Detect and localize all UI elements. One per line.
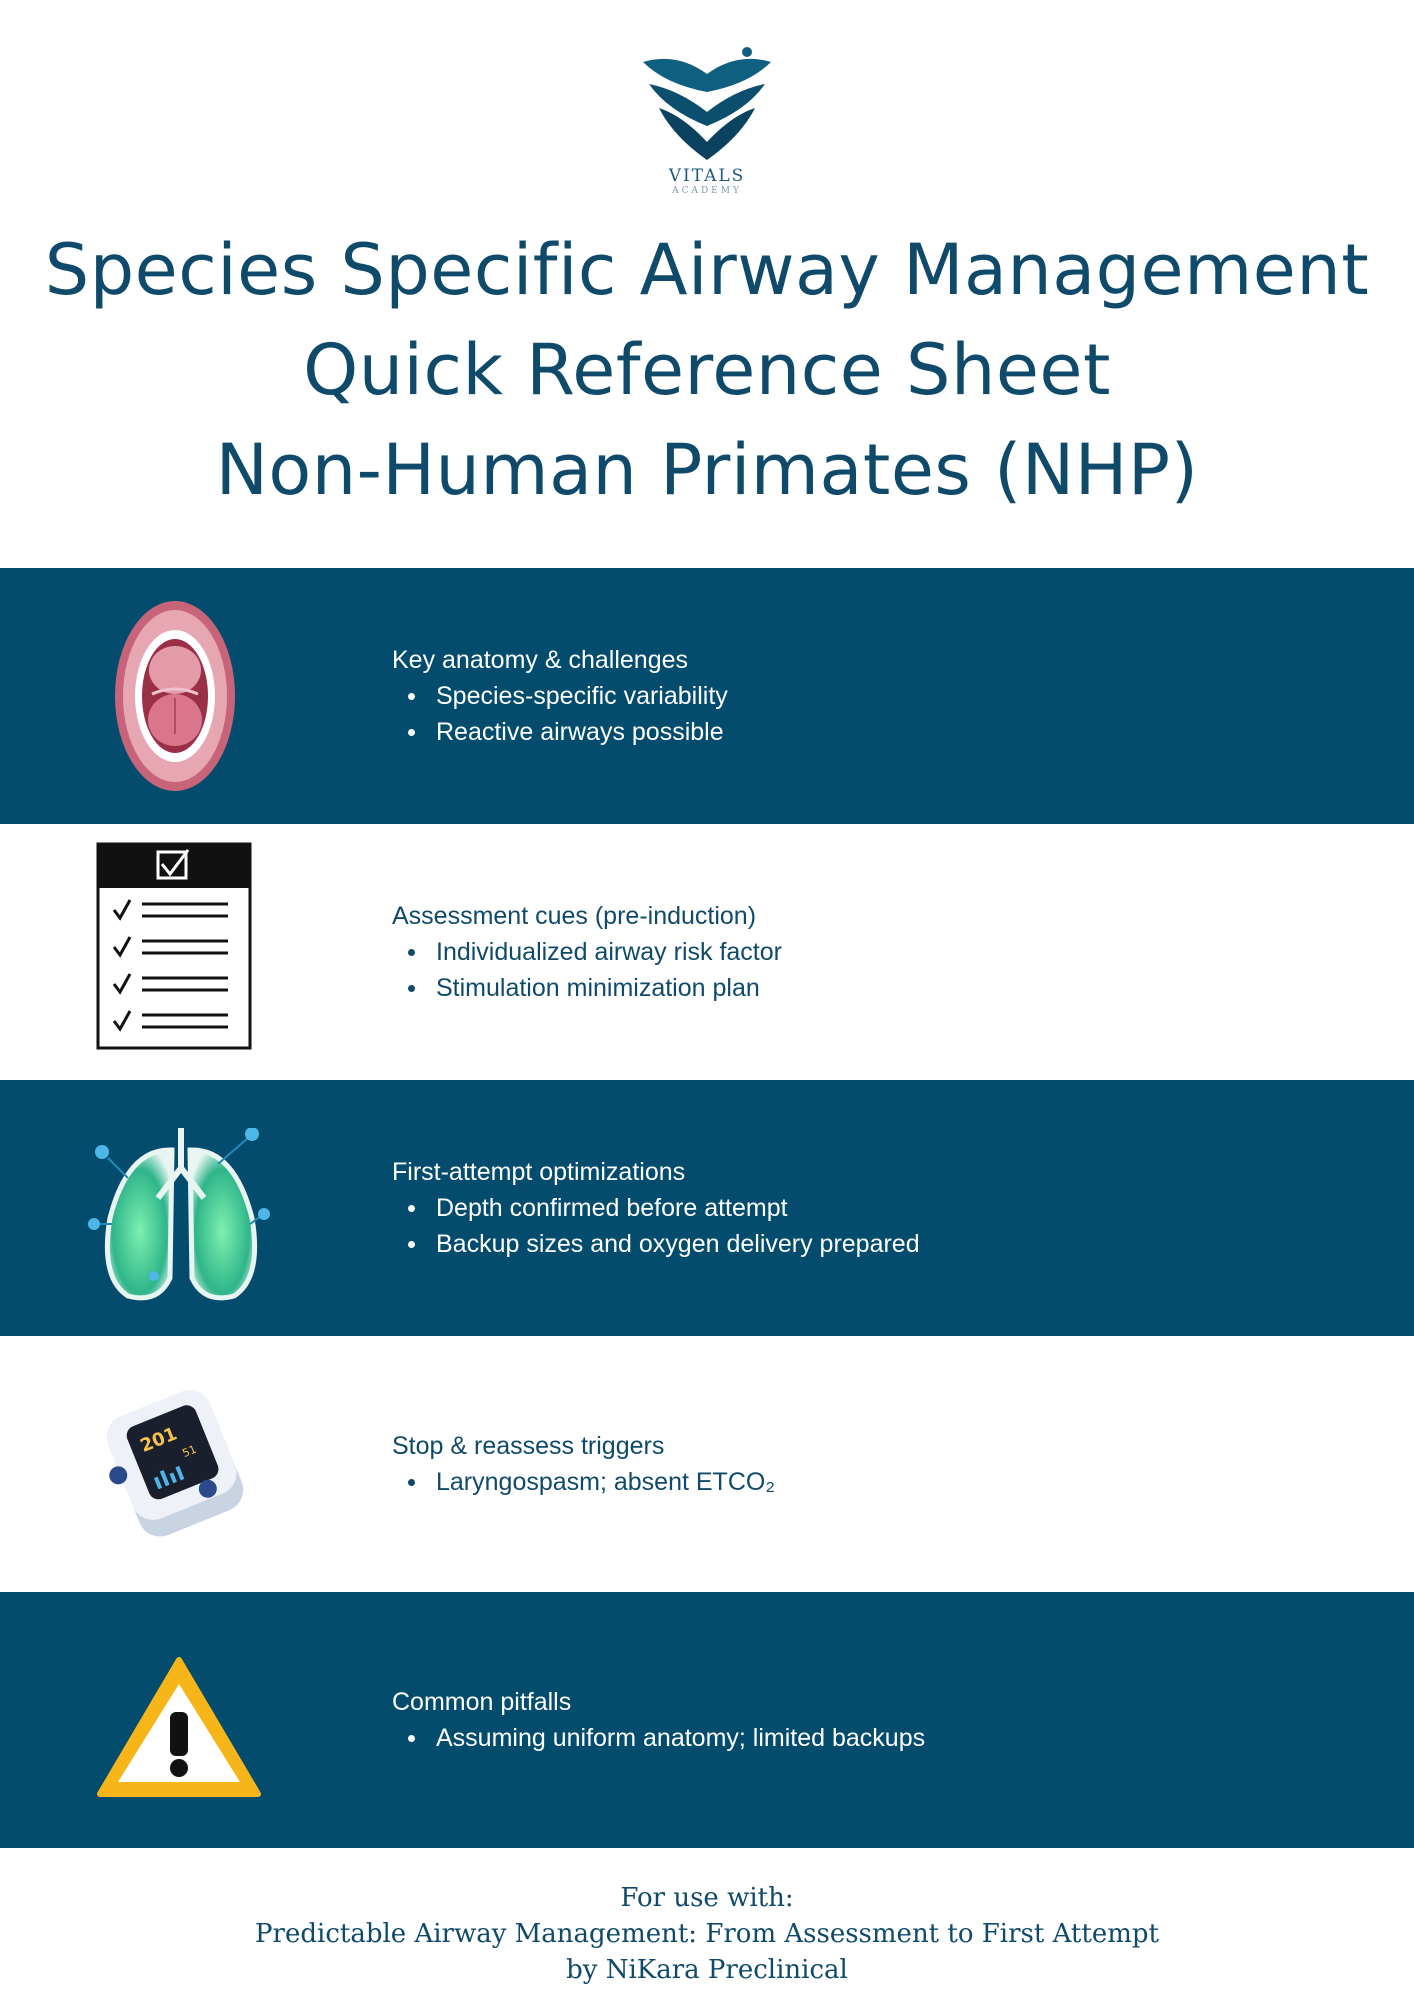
bullet-item: Laryngospasm; absent ETCO₂: [392, 1464, 775, 1500]
section-key-anatomy: [0, 568, 1414, 824]
section-assessment-cues: [0, 824, 1414, 1080]
section-heading: Assessment cues (pre-induction): [392, 902, 757, 930]
section-content: [392, 568, 728, 824]
section-stop-reassess: [0, 1336, 1414, 1592]
checklist-icon: [96, 842, 252, 1050]
logo-subtitle: ACADEMY: [672, 186, 742, 196]
bullet-list: [392, 1720, 925, 1756]
title-line-2: Quick Reference Sheet: [303, 329, 1111, 411]
bullet-list: [392, 1190, 920, 1262]
section-first-attempt: [0, 1080, 1414, 1336]
oximeter-reading-2: 51: [180, 1442, 199, 1461]
bullet-list: [392, 1464, 775, 1500]
section-content: [392, 1336, 775, 1592]
bullet-item: Individualized airway risk factor: [392, 934, 782, 970]
lungs-icon: [88, 1128, 274, 1304]
footer: [0, 1880, 1414, 1988]
section-content: [392, 1592, 925, 1848]
bullet-item: Depth confirmed before attempt: [392, 1190, 920, 1226]
bullet-item: Stimulation minimization plan: [392, 970, 782, 1006]
logo-name: VITALS: [668, 166, 746, 186]
footer-line-3: by NiKara Preclinical: [566, 1955, 848, 1985]
bullet-item: Backup sizes and oxygen delivery prepared: [392, 1226, 920, 1262]
section-heading: Key anatomy & challenges: [392, 646, 689, 674]
bullet-item: Assuming uniform anatomy; limited backups: [392, 1720, 925, 1756]
section-heading: First-attempt optimizations: [392, 1158, 686, 1186]
title-line-1: Species Specific Airway Management: [44, 229, 1370, 311]
open-mouth-icon: [112, 598, 238, 794]
footer-line-2: Predictable Airway Management: From Assessment to First Attempt: [255, 1919, 1159, 1949]
footer-line-1: For use with:: [620, 1883, 794, 1913]
bullet-list: [392, 678, 728, 750]
section-content: [392, 824, 782, 1080]
bullet-list: [392, 934, 782, 1006]
oximeter-reading-1: 201: [137, 1423, 181, 1457]
title-line-3: Non-Human Primates (NHP): [215, 429, 1199, 511]
vitals-academy-logo: [0, 44, 1414, 196]
bullet-item: Species-specific variability: [392, 678, 728, 714]
section-heading: Stop & reassess triggers: [392, 1432, 665, 1460]
pulse-oximeter-icon: [98, 1378, 248, 1550]
section-content: [392, 1080, 920, 1336]
warning-icon: [94, 1654, 264, 1800]
page-title: [0, 220, 1414, 520]
bullet-item: Reactive airways possible: [392, 714, 728, 750]
section-common-pitfalls: [0, 1592, 1414, 1848]
logo-mark-icon: [637, 44, 777, 164]
section-heading: Common pitfalls: [392, 1688, 572, 1716]
